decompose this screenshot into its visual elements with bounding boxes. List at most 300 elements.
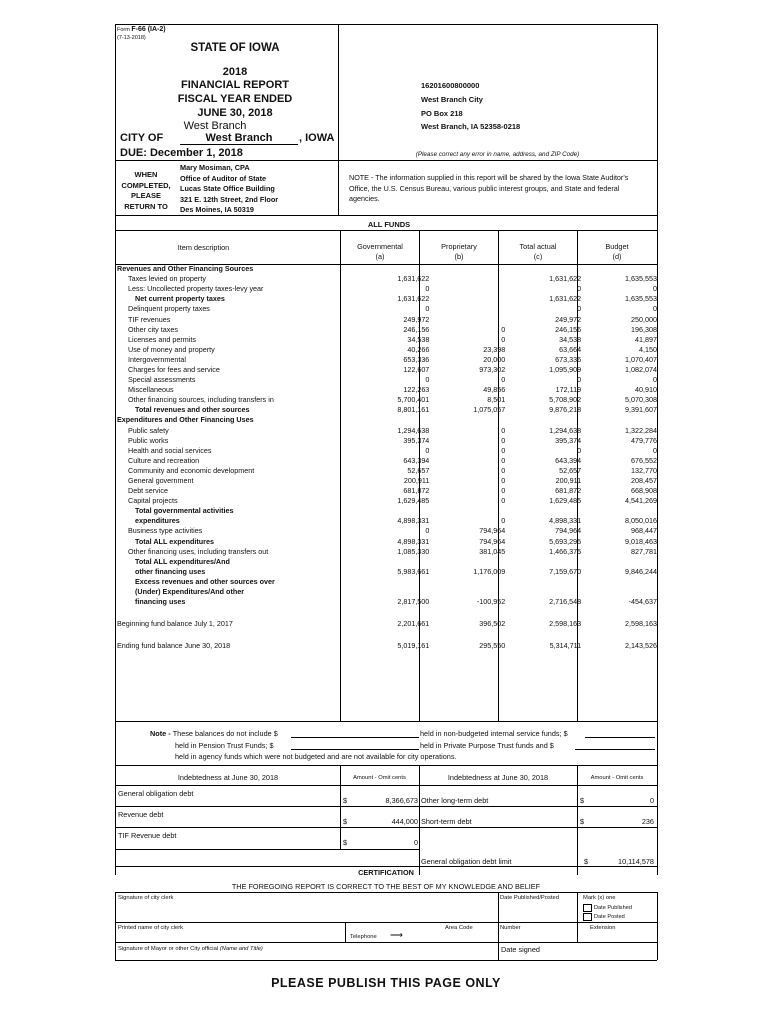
table-row xyxy=(116,284,657,294)
cell-a: 653,336 xyxy=(403,354,430,364)
area-code-field[interactable]: Area Code xyxy=(445,925,473,931)
cell-d: 668,908 xyxy=(631,486,657,496)
row-label: Net current property taxes xyxy=(135,294,225,304)
st-dollar: $ xyxy=(580,817,585,826)
cell-b xyxy=(429,314,505,324)
certification-statement: THE FOREGOING REPORT IS CORRECT TO THE BEST OF MY KNOWLEDGE AND BELIEF xyxy=(231,882,541,891)
cell-b: 0 xyxy=(501,486,506,496)
cell-a: 681,872 xyxy=(403,486,430,496)
cell-b xyxy=(429,629,505,641)
row-label: Delinquent property taxes xyxy=(128,304,210,314)
cell-a: 52,657 xyxy=(407,465,430,475)
cell-c: 1,631,622 xyxy=(549,294,582,304)
date-posted-option: Date Posted xyxy=(594,914,625,920)
cell-c: 2,598,163 xyxy=(549,619,582,629)
cell-b: 23,398 xyxy=(483,344,506,354)
cell-a xyxy=(353,557,429,567)
cell-b xyxy=(429,577,505,587)
entity-box: PO Box 218 xyxy=(421,109,463,118)
return-to-label: WHEN COMPLETED, PLEASE RETURN TO xyxy=(121,170,171,211)
cell-a: 5,983,661 xyxy=(397,566,430,576)
row-label: Intergovernmental xyxy=(128,354,186,364)
cell-a: 1,629,485 xyxy=(397,496,430,506)
cell-c: 0 xyxy=(577,445,582,455)
table-row xyxy=(116,597,657,607)
row-label: Capital projects xyxy=(128,496,178,506)
table-row xyxy=(116,486,657,496)
cell-b: 0 xyxy=(501,496,506,506)
entity-name: West Branch City xyxy=(421,95,483,104)
cell-d: 132,770 xyxy=(631,465,657,475)
cell-d: 9,018,463 xyxy=(625,536,657,546)
st-debt-value: 236 xyxy=(641,817,654,826)
table-row xyxy=(116,567,657,577)
cell-b: 295,550 xyxy=(479,641,506,651)
debt-limit-value: 10,114,578 xyxy=(618,857,654,866)
date-published-field[interactable]: Date Published/Posted xyxy=(500,895,559,901)
cell-d: 4,150 xyxy=(639,344,657,354)
table-row xyxy=(116,385,657,395)
cell-b: -100,952 xyxy=(476,597,506,607)
table-row xyxy=(116,456,657,466)
cell-b: 0 xyxy=(501,324,506,334)
cell-c xyxy=(505,415,581,425)
cell-a xyxy=(353,607,429,619)
table-row xyxy=(116,365,657,375)
cell-c: 681,872 xyxy=(555,486,582,496)
cell-c: 643,394 xyxy=(555,455,582,465)
olt-debt-label: Other long-term debt xyxy=(421,796,489,805)
col-governmental: Governmental (a) xyxy=(357,242,403,261)
cell-a xyxy=(353,264,429,274)
cell-c: 7,159,670 xyxy=(549,566,582,576)
table-row xyxy=(116,537,657,547)
date-published-option: Date Published xyxy=(594,905,632,911)
certification-title: CERTIFICATION xyxy=(358,868,414,877)
balance-note-agency: held in agency funds which were not budgeted and are not available for city operations. xyxy=(175,752,457,761)
cell-c xyxy=(505,607,581,619)
cell-b xyxy=(429,284,505,294)
cell-b: 973,302 xyxy=(479,364,506,374)
row-label: Less: Uncollected property taxes-levy year xyxy=(128,284,264,294)
cell-d: 0 xyxy=(653,375,657,385)
row-label: Total ALL expenditures xyxy=(135,536,214,546)
debt-header-right: Indebtedness at June 30, 2018 xyxy=(447,773,549,782)
table-row xyxy=(116,264,657,274)
cell-b: 396,502 xyxy=(479,619,506,629)
table-row xyxy=(116,375,657,385)
cell-a xyxy=(353,415,429,425)
cell-d: 1,070,407 xyxy=(625,354,657,364)
publish-notice: PLEASE PUBLISH THIS PAGE ONLY xyxy=(271,976,501,990)
table-row xyxy=(116,304,657,314)
cell-a xyxy=(353,587,429,597)
row-label: Ending fund balance June 30, 2018 xyxy=(117,641,231,651)
go-dollar: $ xyxy=(343,796,348,805)
cell-a: 246,156 xyxy=(403,324,430,334)
cell-b: 0 xyxy=(501,465,506,475)
cell-a: 5,700,401 xyxy=(397,395,430,405)
telephone-label: Telephone xyxy=(350,934,377,940)
entity-id: 16201600800000 xyxy=(421,81,480,90)
row-label: (Under) Expenditures/And other xyxy=(135,587,245,597)
row-label: Use of money and property xyxy=(128,344,215,354)
row-label: Excess revenues and other sources over xyxy=(135,576,275,586)
cell-a: 0 xyxy=(425,445,430,455)
debt-amount-right: Amount - Omit cents xyxy=(590,775,644,781)
table-row xyxy=(116,547,657,557)
cell-d xyxy=(581,415,657,425)
city-name-field[interactable]: West Branch xyxy=(180,132,298,145)
cell-d: 208,457 xyxy=(631,476,657,486)
debt-header-left: Indebtedness at June 30, 2018 xyxy=(177,773,279,782)
cell-d: 40,910 xyxy=(635,385,657,395)
cell-d: 827,781 xyxy=(631,546,657,556)
cell-a: 122,263 xyxy=(403,385,430,395)
date-published-checkbox[interactable] xyxy=(583,904,592,912)
debt-limit-label: General obligation debt limit xyxy=(421,857,512,866)
fiscal-label: FISCAL YEAR ENDED xyxy=(177,93,293,105)
table-row xyxy=(116,466,657,476)
cell-d: 0 xyxy=(653,304,657,314)
cell-b: 0 xyxy=(501,476,506,486)
cell-c: 5,708,902 xyxy=(549,395,582,405)
row-label: Community and economic development xyxy=(128,465,255,475)
row-label: Debt service xyxy=(128,486,168,496)
date-posted-checkbox[interactable] xyxy=(583,913,592,921)
row-label: Beginning fund balance July 1, 2017 xyxy=(117,619,233,629)
cell-d xyxy=(581,557,657,567)
table-row xyxy=(116,557,657,567)
mayor-signature-field[interactable]: Signature of Mayor or other City official (Name and Title) xyxy=(118,946,263,952)
row-label: General government xyxy=(128,476,194,486)
cell-c xyxy=(505,587,581,597)
st-debt-label: Short-term debt xyxy=(421,817,472,826)
cell-a: 34,538 xyxy=(407,334,430,344)
table-row xyxy=(116,476,657,486)
cell-c: 1,095,909 xyxy=(549,364,582,374)
cell-b: 0 xyxy=(501,435,506,445)
census-note: NOTE - The information supplied in this report will be shared by the Iowa State Auditor's Office, the U.S. Census Bureau, various public interest groups, and State and federal agencies. xyxy=(349,173,629,203)
cell-b: 0 xyxy=(501,445,506,455)
row-label: Public works xyxy=(128,435,169,445)
city-prefix: CITY OF xyxy=(120,132,164,144)
tif-debt-value: 0 xyxy=(413,838,418,847)
cell-d: 8,050,016 xyxy=(625,516,657,526)
table-row xyxy=(116,395,657,405)
row-label: Miscellaneous xyxy=(128,385,174,395)
city-name-small: West Branch xyxy=(183,120,247,132)
cell-c xyxy=(505,506,581,516)
financial-table xyxy=(116,264,657,651)
table-row xyxy=(116,496,657,506)
cell-c xyxy=(505,577,581,587)
cell-d: 2,598,163 xyxy=(625,619,657,629)
form-number: F-66 (IA-2) xyxy=(131,26,166,33)
table-row xyxy=(116,506,657,516)
row-label: Total revenues and other sources xyxy=(135,405,250,415)
table-row xyxy=(116,294,657,304)
entity-citystate: West Branch, IA 52358-0218 xyxy=(421,122,521,131)
cell-d xyxy=(581,506,657,516)
table-row xyxy=(116,619,657,629)
fiscal-date: JUNE 30, 2018 xyxy=(197,107,273,119)
cell-a: 1,294,638 xyxy=(397,425,430,435)
cell-d xyxy=(581,577,657,587)
return-address: Mary Mosiman, CPA Office of Auditor of State Lucas State Office Building 321 E. 12th Street, 2nd Floor Des Moines, IA 50319 xyxy=(180,163,279,215)
cell-b: 49,856 xyxy=(483,385,506,395)
cell-b: 0 xyxy=(501,516,506,526)
cell-d: 676,552 xyxy=(631,455,657,465)
row-label: TIF revenues xyxy=(128,314,171,324)
cell-c: 1,466,375 xyxy=(549,546,582,556)
cell-c: 5,314,711 xyxy=(549,641,582,651)
cell-a: 200,911 xyxy=(403,476,430,486)
cell-d xyxy=(581,587,657,597)
cell-d xyxy=(581,629,657,641)
cell-c: 4,898,331 xyxy=(549,516,582,526)
row-label: Licenses and permits xyxy=(128,334,196,344)
form-prefix: Form xyxy=(117,27,130,33)
cell-b: 20,000 xyxy=(483,354,506,364)
cell-c: 1,294,638 xyxy=(549,425,582,435)
cell-a: 122,607 xyxy=(403,364,430,374)
cell-a: 1,085,330 xyxy=(397,546,430,556)
cell-a: 249,972 xyxy=(403,314,430,324)
cell-c: 2,716,548 xyxy=(549,597,582,607)
cell-b: 1,075,057 xyxy=(473,405,506,415)
cell-d xyxy=(581,264,657,274)
cell-d: 5,070,308 xyxy=(625,395,657,405)
row-label xyxy=(116,629,353,641)
tif-dollar: $ xyxy=(343,838,348,847)
cell-d: 1,635,553 xyxy=(625,274,657,284)
cell-c: 200,911 xyxy=(555,476,582,486)
state-title: STATE OF IOWA xyxy=(190,42,280,54)
row-label: Culture and recreation xyxy=(128,455,200,465)
cell-a: 40,266 xyxy=(407,344,430,354)
date-signed-field[interactable]: Date signed xyxy=(501,945,540,954)
table-row xyxy=(116,577,657,587)
cell-d: 250,000 xyxy=(631,314,657,324)
cell-b xyxy=(429,557,505,567)
cell-b xyxy=(429,587,505,597)
rev-debt-label: Revenue debt xyxy=(118,810,164,819)
cell-d: 4,541,269 xyxy=(625,496,657,506)
cell-c: 9,876,218 xyxy=(549,405,582,415)
cell-d: 9,391,607 xyxy=(625,405,657,415)
col-total: Total actual (c) xyxy=(519,242,557,261)
cell-a: 0 xyxy=(425,375,430,385)
cell-c: 52,657 xyxy=(559,465,582,475)
row-label: other financing uses xyxy=(135,566,206,576)
cell-b: 794,964 xyxy=(479,536,506,546)
row-label: Total ALL expenditures/And xyxy=(135,556,230,566)
cell-a: 8,801,161 xyxy=(397,405,430,415)
cell-b: 0 xyxy=(501,425,506,435)
row-label: Other financing sources, including transfers in xyxy=(128,395,274,405)
row-label: Public safety xyxy=(128,425,169,435)
cell-a: 4,898,331 xyxy=(397,516,430,526)
cell-d: 196,308 xyxy=(631,324,657,334)
arrow-right-icon: ⟶ xyxy=(390,930,403,940)
row-label: Revenues and Other Financing Sources xyxy=(117,264,254,274)
cell-a: 2,817,500 xyxy=(397,597,430,607)
limit-dollar: $ xyxy=(584,857,589,866)
table-row xyxy=(116,426,657,436)
cell-a: 5,019,161 xyxy=(397,641,430,651)
phone-number-field[interactable]: Number xyxy=(500,925,521,931)
row-label: Taxes levied on property xyxy=(128,274,206,284)
cell-c: 794,964 xyxy=(555,526,582,536)
cell-b xyxy=(429,264,505,274)
row-label: Expenditures and Other Financing Uses xyxy=(117,415,254,425)
extension-field[interactable]: Extension xyxy=(590,925,616,931)
cell-b xyxy=(429,607,505,619)
go-debt-value: 8,366,673 xyxy=(385,796,418,805)
cell-d: 0 xyxy=(653,445,657,455)
table-row xyxy=(116,587,657,597)
cell-a: 0 xyxy=(425,304,430,314)
cell-b xyxy=(429,274,505,284)
cell-c: 172,119 xyxy=(555,385,582,395)
cell-c: 0 xyxy=(577,304,582,314)
cell-d: 1,322,284 xyxy=(625,425,657,435)
cell-c: 249,972 xyxy=(555,314,582,324)
spacer-row xyxy=(116,629,657,641)
table-row xyxy=(116,446,657,456)
iowa-label: , IOWA xyxy=(299,132,335,144)
due-date: DUE: December 1, 2018 xyxy=(120,147,243,159)
col-budget: Budget (d) xyxy=(605,242,629,261)
row-label: Other financing uses, including transfers out xyxy=(128,546,269,556)
balance-note-pension: held in Pension Trust Funds; $ xyxy=(175,741,274,750)
cell-a: 2,201,661 xyxy=(397,619,430,629)
cell-c: 34,538 xyxy=(559,334,582,344)
cell-c: 1,629,485 xyxy=(549,496,582,506)
mark-one-label: Mark (x) one xyxy=(583,895,616,901)
cell-b xyxy=(429,506,505,516)
col-item: Item description xyxy=(177,243,230,252)
cell-b xyxy=(429,304,505,314)
cell-b: 381,045 xyxy=(479,546,506,556)
table-row xyxy=(116,526,657,536)
cell-a: 1,631,622 xyxy=(397,294,430,304)
rev-dollar: $ xyxy=(343,817,348,826)
row-label: Health and social services xyxy=(128,445,212,455)
cell-a: 0 xyxy=(425,526,430,536)
form-revision: (7-13-2018) xyxy=(117,35,146,41)
cell-d: 0 xyxy=(653,284,657,294)
table-row xyxy=(116,436,657,446)
row-label: financing uses xyxy=(135,597,186,607)
table-row xyxy=(116,405,657,415)
rev-debt-value: 444,000 xyxy=(391,817,418,826)
tif-debt-label: TIF Revenue debt xyxy=(118,831,177,840)
cell-b: 0 xyxy=(501,375,506,385)
cell-c: 246,156 xyxy=(555,324,582,334)
cell-a: 1,631,622 xyxy=(397,274,430,284)
table-row xyxy=(116,516,657,526)
row-label xyxy=(116,607,353,619)
cell-c: 1,631,622 xyxy=(549,274,582,284)
printed-name-field[interactable]: Printed name of city clerk xyxy=(118,925,184,931)
row-label: expenditures xyxy=(135,516,180,526)
form-id xyxy=(117,26,166,33)
balance-note-line1: Note - These balances do not include $ xyxy=(150,729,278,738)
table-row xyxy=(116,415,657,425)
spacer-row xyxy=(116,607,657,619)
clerk-signature-field[interactable]: Signature of city clerk xyxy=(118,895,174,901)
row-label: Business type activities xyxy=(128,526,203,536)
table-row xyxy=(116,641,657,651)
cell-c: 673,336 xyxy=(555,354,582,364)
cell-a: 643,394 xyxy=(403,455,430,465)
olt-dollar: $ xyxy=(580,796,585,805)
cell-d: 1,635,553 xyxy=(625,294,657,304)
cell-d: 1,082,074 xyxy=(625,364,657,374)
cell-d: 2,143,526 xyxy=(625,641,657,651)
table-row xyxy=(116,325,657,335)
cell-a: 4,898,331 xyxy=(397,536,430,546)
report-year: 2018 xyxy=(222,66,248,78)
cell-c: 5,693,295 xyxy=(549,536,582,546)
olt-debt-value: 0 xyxy=(649,796,654,805)
cell-a xyxy=(353,506,429,516)
cell-b: 794,964 xyxy=(479,526,506,536)
cell-d: 41,897 xyxy=(635,334,657,344)
cell-b xyxy=(429,294,505,304)
balance-note-private: held in Private Purpose Trust funds and $ xyxy=(420,741,554,750)
correct-note: (Please correct any error in name, address, and ZIP Code) xyxy=(415,151,580,158)
col-proprietary: Proprietary (b) xyxy=(441,242,477,261)
balance-note-internal: held in non-budgeted internal service funds; $ xyxy=(420,729,568,738)
table-row xyxy=(116,345,657,355)
cell-d: -454,637 xyxy=(628,597,657,607)
cell-b: 8,501 xyxy=(487,395,506,405)
row-label: Total governmental activities xyxy=(135,506,234,516)
cell-b: 0 xyxy=(501,334,506,344)
table-row xyxy=(116,274,657,284)
cell-c: 63,664 xyxy=(559,344,582,354)
cell-d: 9,846,244 xyxy=(625,566,657,576)
go-debt-label: General obligation debt xyxy=(118,789,194,798)
all-funds-label: ALL FUNDS xyxy=(367,220,411,229)
row-label: Charges for fees and service xyxy=(128,364,220,374)
cell-c xyxy=(505,557,581,567)
cell-c: 395,374 xyxy=(555,435,582,445)
table-row xyxy=(116,355,657,365)
row-label: Special assessments xyxy=(128,375,196,385)
row-label: Other city taxes xyxy=(128,324,178,334)
cell-a xyxy=(353,629,429,641)
cell-a xyxy=(353,577,429,587)
cell-d: 479,776 xyxy=(631,435,657,445)
report-title: FINANCIAL REPORT xyxy=(181,79,289,91)
cell-d xyxy=(581,607,657,619)
cell-b: 1,176,009 xyxy=(473,566,506,576)
cell-a: 0 xyxy=(425,284,430,294)
cell-a: 395,374 xyxy=(403,435,430,445)
cell-b: 0 xyxy=(501,455,506,465)
cell-c xyxy=(505,629,581,641)
table-row xyxy=(116,335,657,345)
cell-c: 0 xyxy=(577,375,582,385)
cell-c xyxy=(505,264,581,274)
table-row xyxy=(116,314,657,324)
cell-d: 968,447 xyxy=(631,526,657,536)
cell-b xyxy=(429,415,505,425)
